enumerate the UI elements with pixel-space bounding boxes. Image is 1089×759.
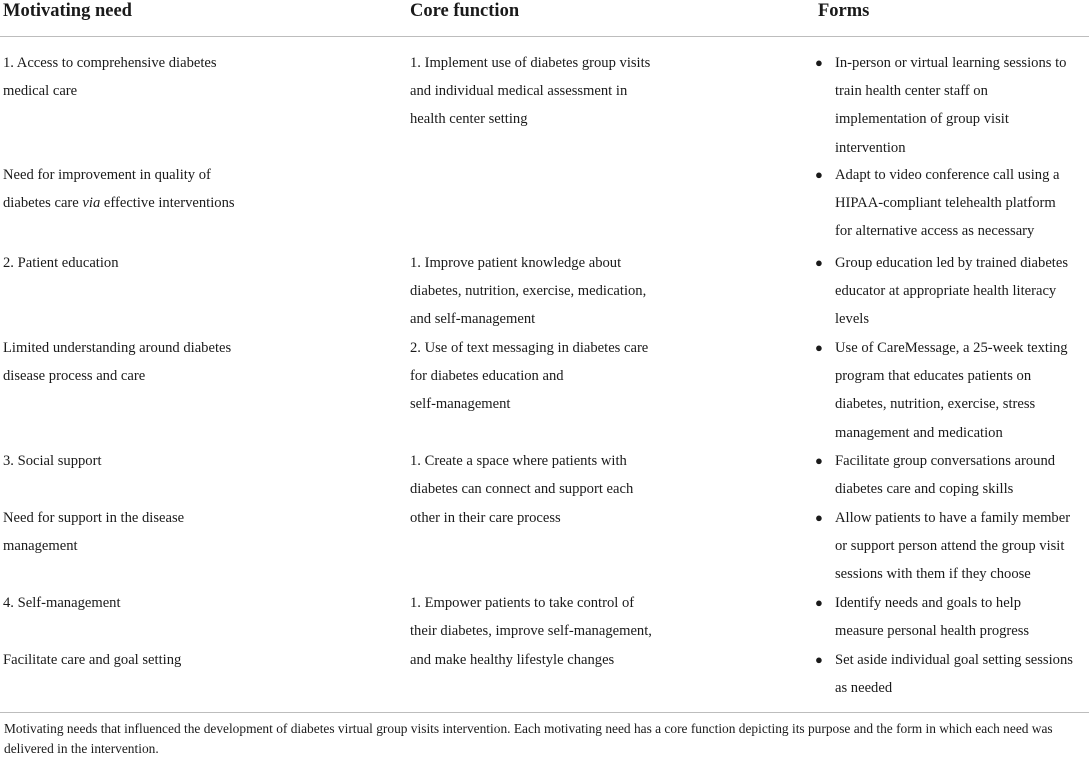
forms-text: sessions with them if they choose — [835, 566, 1031, 583]
function-text: diabetes can connect and support each — [410, 481, 634, 497]
forms-text: diabetes, nutrition, exercise, stress — [835, 396, 1036, 413]
function-text: and individual medical assessment in — [410, 83, 628, 99]
need-text: Limited understanding around diabetes — [3, 340, 232, 356]
forms-text: levels — [835, 311, 870, 328]
function-text: their diabetes, improve self-management, — [410, 623, 652, 639]
forms-text: train health center staff on — [835, 83, 988, 100]
function-text: self-management — [410, 396, 511, 412]
bullet-dot-icon: ● — [815, 595, 823, 610]
forms-text: as needed — [835, 680, 893, 697]
forms-text: for alternative access as necessary — [835, 223, 1035, 240]
need-text: management — [3, 538, 78, 554]
footnote-divider — [0, 712, 1089, 713]
bullet-dot-icon: ● — [815, 167, 823, 182]
bullet-dot-icon: ● — [815, 340, 823, 355]
need-text: disease process and care — [3, 368, 146, 384]
forms-text: program that educates patients on — [835, 368, 1032, 385]
need-text: Need for improvement in quality of — [3, 167, 211, 183]
function-text: for diabetes education and — [410, 368, 564, 384]
need-text: 3. Social support — [3, 453, 102, 469]
forms-text: Facilitate group conversations around — [835, 453, 1056, 469]
forms-text: intervention — [835, 139, 906, 156]
need-text: Need for support in the disease — [3, 510, 185, 526]
need-text: 1. Access to comprehensive diabetes — [3, 55, 217, 71]
function-text: 2. Use of text messaging in diabetes care — [410, 340, 649, 356]
bullet-dot-icon: ● — [815, 652, 823, 667]
bullet-dot-icon: ● — [815, 255, 823, 270]
forms-text: Identify needs and goals to help — [835, 595, 1022, 611]
forms-text: Group education led by trained diabetes — [835, 255, 1069, 271]
need-text-italic: via — [82, 195, 101, 211]
need-text: effective interventions — [103, 195, 235, 211]
need-text: 4. Self-management — [3, 595, 121, 611]
forms-text: management and medication — [835, 424, 1003, 441]
need-text: diabetes care — [3, 195, 79, 211]
header-motivating-need: Motivating need — [3, 1, 132, 21]
forms-text: Set aside individual goal setting sessions — [835, 652, 1073, 668]
function-text: and make healthy lifestyle changes — [410, 652, 615, 668]
function-text: and self-management — [410, 311, 536, 327]
forms-text: educator at appropriate health literacy — [835, 283, 1057, 300]
function-text: diabetes, nutrition, exercise, medication, — [410, 283, 647, 299]
function-text: other in their care process — [410, 510, 561, 526]
function-text: 1. Empower patients to take control of — [410, 595, 635, 611]
bullet-dot-icon: ● — [815, 55, 823, 70]
function-text: 1. Create a space where patients with — [410, 453, 627, 469]
need-text-line — [3, 189, 235, 217]
forms-text: In-person or virtual learning sessions to — [835, 55, 1067, 71]
bullet-dot-icon: ● — [815, 453, 823, 468]
need-text: 2. Patient education — [3, 255, 119, 271]
need-text: medical care — [3, 83, 78, 99]
function-text: 1. Improve patient knowledge about — [410, 255, 622, 271]
table-footnote: Motivating needs that influenced the development of diabetes virtual group visits intervention. Each motivating need has a core function depicting its purpose and the form in which each need was delivered in the intervention. — [4, 721, 1053, 756]
forms-text: Adapt to video conference call using a — [835, 167, 1060, 183]
forms-text: HIPAA-compliant telehealth platform — [835, 195, 1056, 212]
forms-text: Allow patients to have a family member — [835, 510, 1071, 526]
forms-text: implementation of group visit — [835, 111, 1009, 128]
need-text: Facilitate care and goal setting — [3, 652, 182, 668]
forms-text: measure personal health progress — [835, 623, 1030, 640]
header-core-function: Core function — [410, 1, 520, 21]
forms-text: or support person attend the group visit — [835, 538, 1065, 555]
table-header — [0, 0, 1089, 37]
forms-text: Use of CareMessage, a 25-week texting — [835, 340, 1068, 356]
function-text: health center setting — [410, 111, 528, 127]
function-text: 1. Implement use of diabetes group visits — [410, 55, 651, 71]
bullet-dot-icon: ● — [815, 510, 823, 525]
forms-text: diabetes care and coping skills — [835, 481, 1014, 498]
header-forms: Forms — [818, 1, 870, 21]
